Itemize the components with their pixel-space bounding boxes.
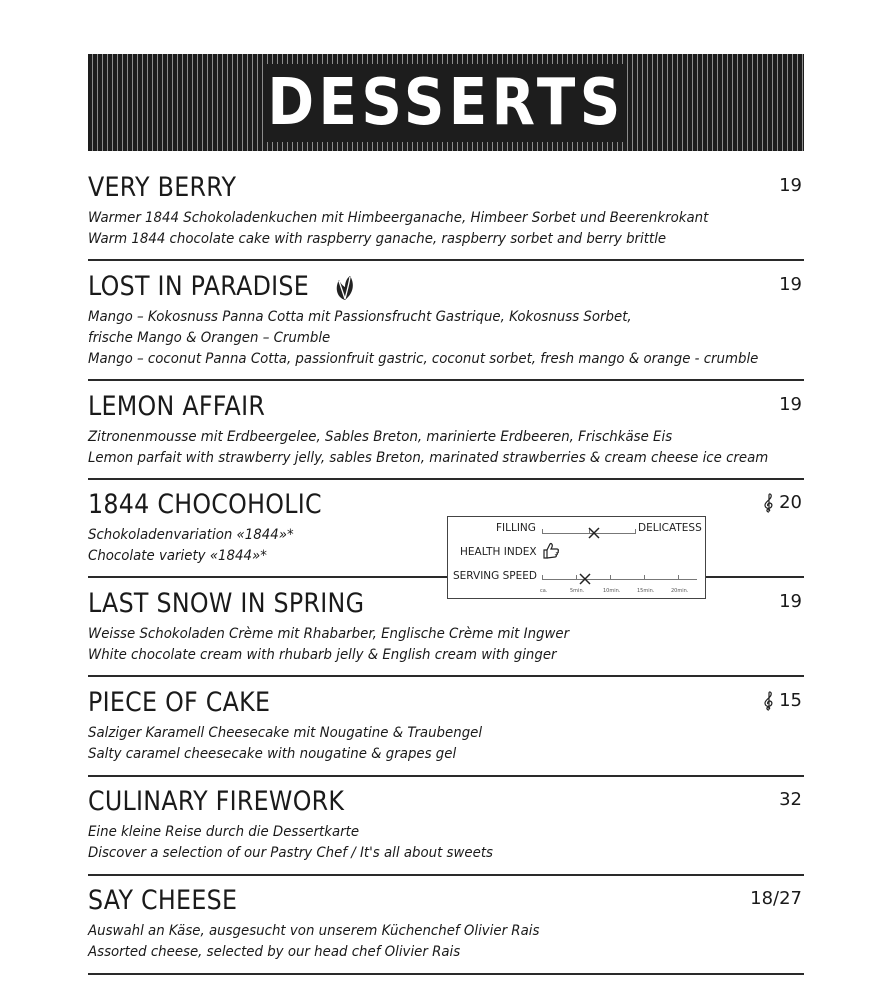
- scale-tick: [576, 575, 577, 580]
- health-label: HEALTH INDEX: [460, 546, 537, 558]
- desc-line: Assorted cheese, selected by our head chef Olivier Rais: [88, 944, 461, 960]
- desc-line: Mango – Kokosnuss Panna Cotta mit Passionsfrucht Gastrique, Kokosnuss Sorbet,: [88, 309, 632, 325]
- item-name: LEMON AFFAIR: [88, 391, 266, 422]
- item-price: [779, 789, 802, 810]
- price-value: 32: [779, 789, 802, 810]
- item-price: [779, 274, 802, 295]
- item-name: LOST IN PARADISE: [88, 271, 310, 302]
- item-name: CULINARY FIREWORK: [88, 786, 345, 817]
- price-value: 18/27: [750, 888, 802, 909]
- desc-line: Zitronenmousse mit Erdbeergelee, Sables Breton, marinierte Erdbeeren, Frischkäse Eis: [88, 429, 673, 445]
- item-name: VERY BERRY: [88, 172, 237, 203]
- item-price: [779, 394, 802, 415]
- desc-line: Weisse Schokoladen Crème mit Rhabarber, Englische Crème mit Ingwer: [88, 626, 570, 642]
- price-value: 19: [779, 394, 802, 415]
- speed-label: SERVING SPEED: [453, 570, 537, 582]
- item-name: LAST SNOW IN SPRING: [88, 588, 365, 619]
- scale-tick: [542, 529, 543, 534]
- treble-clef-icon: [763, 493, 775, 513]
- item-price: [779, 175, 802, 196]
- desc-line: Mango – coconut Panna Cotta, passionfruit gastric, coconut sorbet, fresh mango & orange - crumble: [88, 351, 759, 367]
- menu-item: [88, 589, 804, 669]
- menu-item: [88, 787, 804, 867]
- delicateness-label: DELICATESS: [638, 522, 702, 534]
- menu-item: [88, 173, 804, 253]
- desc-line: Warmer 1844 Schokoladenkuchen mit Himbeerganache, Himbeer Sorbet und Beerenkrokant: [88, 210, 709, 226]
- divider: [88, 259, 804, 261]
- speed-tick-label: 15min.: [637, 588, 655, 594]
- price-value: 19: [779, 274, 802, 295]
- menu-item: [88, 272, 804, 372]
- divider: [88, 874, 804, 876]
- desserts-banner: [88, 54, 804, 151]
- desc-line: Warm 1844 chocolate cake with raspberry ganache, raspberry sorbet and berry brittle: [88, 231, 667, 247]
- scale-tick: [542, 575, 543, 580]
- divider: [88, 478, 804, 480]
- speed-marker: [579, 573, 591, 585]
- price-value: 15: [779, 690, 802, 711]
- divider: [88, 675, 804, 677]
- speed-scale: [542, 579, 697, 580]
- divider: [88, 973, 804, 975]
- desc-line: Lemon parfait with strawberry jelly, sables Breton, marinated strawberries & cream cheese ice cream: [88, 450, 769, 466]
- divider: [88, 775, 804, 777]
- desc-line: Discover a selection of our Pastry Chef / It's all about sweets: [88, 845, 494, 861]
- price-value: 19: [779, 591, 802, 612]
- item-price: [779, 591, 802, 612]
- item-name: PIECE OF CAKE: [88, 687, 271, 718]
- menu-item: [88, 392, 804, 472]
- scale-tick: [644, 575, 645, 580]
- desc-line: Eine kleine Reise durch die Dessertkarte: [88, 824, 360, 840]
- speed-tick-label: 10min.: [603, 588, 621, 594]
- treble-clef-icon: [763, 691, 775, 711]
- menu-item: [88, 886, 804, 966]
- desc-line: Chocolate variety «1844»*: [88, 548, 267, 564]
- item-price: [763, 690, 802, 711]
- item-price: [763, 492, 802, 513]
- scale-tick: [635, 529, 636, 534]
- divider: [88, 576, 448, 578]
- desc-line: White chocolate cream with rhubarb jelly & English cream with ginger: [88, 647, 557, 663]
- rating-box: [447, 516, 706, 599]
- item-name: SAY CHEESE: [88, 885, 238, 916]
- thumbs-up-icon: [542, 542, 560, 564]
- desc-line: Auswahl an Käse, ausgesucht von unserem Küchenchef Olivier Rais: [88, 923, 540, 939]
- scale-tick: [678, 575, 679, 580]
- desc-line: frische Mango & Orangen – Crumble: [88, 330, 331, 346]
- item-name: 1844 CHOCOHOLIC: [88, 489, 322, 520]
- filling-marker: [588, 527, 600, 539]
- divider: [88, 379, 804, 381]
- page-title: DESSERTS: [267, 65, 625, 140]
- filling-label: FILLING: [496, 522, 536, 534]
- item-price: [750, 888, 802, 909]
- menu-item: [88, 688, 804, 768]
- speed-tick-label: ca.: [540, 588, 548, 594]
- price-value: 20: [779, 492, 802, 513]
- speed-tick-label: 5min.: [570, 588, 585, 594]
- scale-tick: [610, 575, 611, 580]
- speed-tick-label: 20min.: [671, 588, 689, 594]
- desc-line: Salty caramel cheesecake with nougatine & grapes gel: [88, 746, 457, 762]
- leaf-icon: [334, 275, 356, 305]
- divider: [706, 576, 804, 578]
- desc-line: Schokoladenvariation «1844»*: [88, 527, 294, 543]
- desc-line: Salziger Karamell Cheesecake mit Nougatine & Traubengel: [88, 725, 483, 741]
- price-value: 19: [779, 175, 802, 196]
